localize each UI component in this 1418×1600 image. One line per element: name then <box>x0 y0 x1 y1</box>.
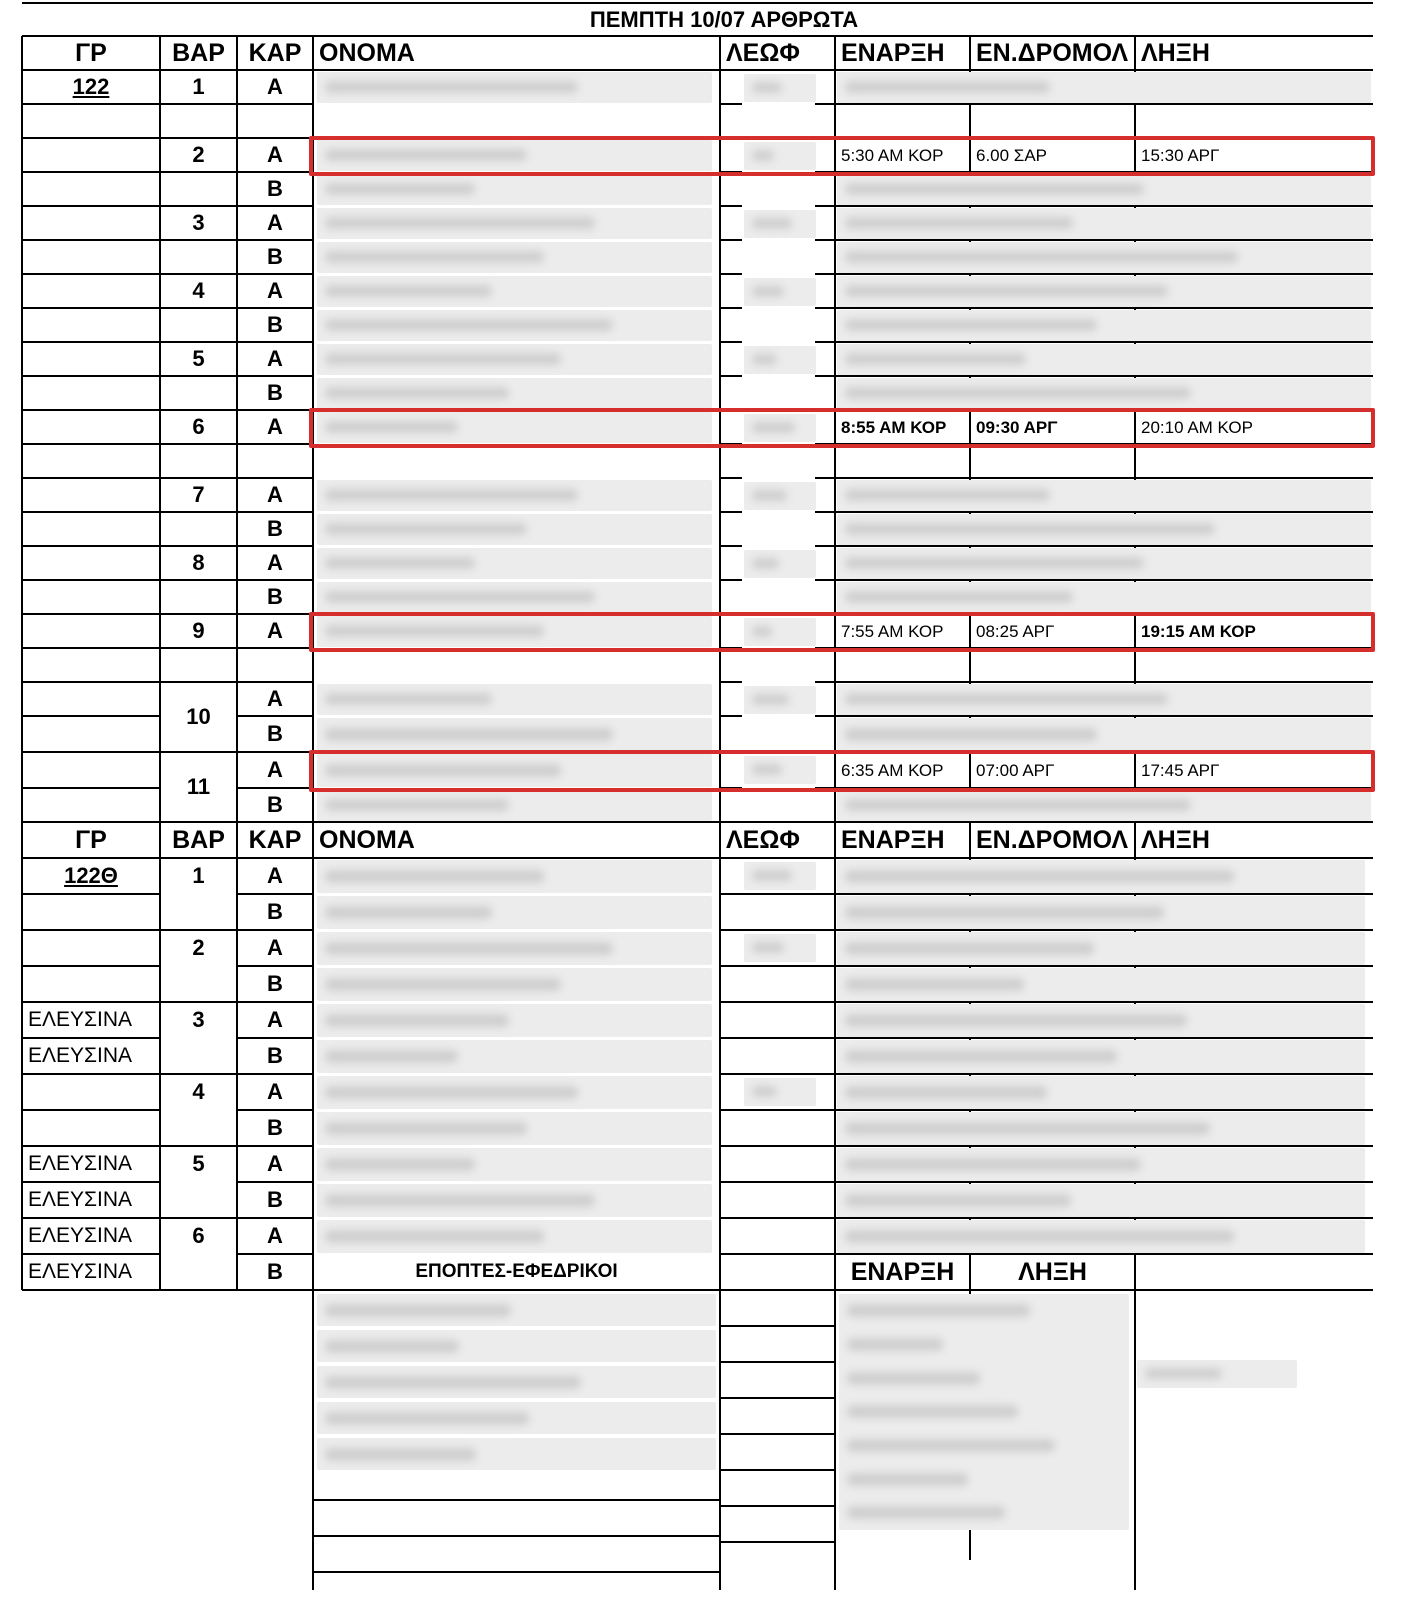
redacted-block <box>744 278 816 306</box>
grid-line <box>313 1571 720 1573</box>
header-onoma: ΟΝΟΜΑ <box>319 826 415 854</box>
redacted-block <box>837 1112 1365 1145</box>
grid-line <box>720 511 742 513</box>
en-dromol-time: 08:25 ΑΡΓ <box>976 622 1055 641</box>
kar-letter: Α <box>267 346 283 371</box>
redacted-block <box>837 242 1371 273</box>
redacted-block <box>837 1184 1365 1217</box>
row-line <box>835 1217 1373 1219</box>
redacted-block <box>837 1148 1365 1181</box>
grid-line <box>160 1289 237 1291</box>
kar-letter: Α <box>267 74 283 99</box>
grid-line <box>815 103 835 105</box>
kar-letter: Α <box>267 1151 283 1176</box>
grid-line <box>720 1325 835 1327</box>
var-number: 11 <box>186 774 211 799</box>
redacted-block <box>837 1004 1365 1037</box>
redacted-block <box>837 1040 1365 1073</box>
kar-letter: Α <box>267 757 283 782</box>
grid-line <box>720 1541 835 1543</box>
redacted-block <box>837 72 1371 103</box>
redacted-block <box>837 548 1371 579</box>
grid-line <box>720 1109 835 1111</box>
supervisors-lixi: ΛΗΞΗ <box>1018 1258 1087 1286</box>
redacted-block <box>317 790 712 821</box>
kar-letter: Β <box>267 1043 283 1068</box>
var-number: 6 <box>192 414 205 439</box>
row-line <box>835 307 1373 309</box>
grid-line <box>22 273 160 275</box>
group-code-122: 122 <box>72 74 110 99</box>
redacted-block <box>744 1078 816 1106</box>
redacted-block <box>317 1112 712 1145</box>
row-line <box>835 893 1373 895</box>
var-number: 9 <box>192 618 205 643</box>
header-gr: ΓΡ <box>75 826 107 854</box>
kar-letter: Β <box>267 516 283 541</box>
lixi-time: 17:45 ΑΡΓ <box>1141 761 1220 780</box>
row-line <box>835 341 1373 343</box>
grid-line <box>22 965 160 967</box>
row-line <box>835 239 1373 241</box>
location-label: ΕΛΕΥΣΙΝΑ <box>28 1044 133 1067</box>
redacted-block <box>317 1148 712 1181</box>
kar-letter: Α <box>267 686 283 711</box>
kar-letter: Α <box>267 414 283 439</box>
grid-line <box>720 1181 835 1183</box>
en-dromol-time: 09:30 ΑΡΓ <box>976 418 1058 437</box>
row-line <box>835 511 1373 513</box>
kar-letter: Α <box>267 618 283 643</box>
redacted-block <box>837 582 1371 613</box>
grid-line <box>21 70 23 822</box>
redacted-block <box>317 1004 712 1037</box>
grid-line <box>720 239 742 241</box>
grid-line <box>22 307 160 309</box>
var-number: 4 <box>192 1079 205 1104</box>
grid-line <box>720 1145 835 1147</box>
redacted-block <box>317 1076 712 1109</box>
redacted-block <box>837 344 1371 375</box>
grid-line <box>22 239 160 241</box>
redacted-block <box>317 1330 716 1362</box>
kar-letter: Β <box>267 584 283 609</box>
grid-line <box>22 171 160 173</box>
grid-line <box>720 965 835 967</box>
grid-line <box>1134 1290 1136 1590</box>
var-number: 5 <box>192 346 205 371</box>
kar-letter: Α <box>267 142 283 167</box>
kar-letter: Β <box>267 176 283 201</box>
redacted-block <box>837 208 1371 239</box>
redacted-block <box>317 1184 712 1217</box>
kar-letter: Β <box>267 971 283 996</box>
grid-line <box>815 375 835 377</box>
grid-line <box>22 545 160 547</box>
grid-line <box>22 511 160 513</box>
redacted-block <box>317 514 712 545</box>
enarxi-time: 7:55 AM ΚΟΡ <box>841 622 944 641</box>
redacted-block <box>837 1076 1365 1109</box>
redacted-block <box>317 276 712 307</box>
grid-line <box>720 1433 835 1435</box>
highlight-box <box>309 408 1375 448</box>
grid-line <box>22 205 160 207</box>
grid-line <box>720 893 835 895</box>
var-number: 1 <box>192 74 205 99</box>
row-line <box>835 205 1373 207</box>
kar-letter: Β <box>267 1187 283 1212</box>
grid-line <box>22 715 160 717</box>
grid-line <box>815 681 835 683</box>
header-lixi: ΛΗΞΗ <box>1141 39 1210 67</box>
redacted-block <box>837 480 1371 511</box>
kar-letter: Α <box>267 935 283 960</box>
row-line <box>835 579 1373 581</box>
var-number: 3 <box>192 210 205 235</box>
grid-line <box>22 341 160 343</box>
redacted-block <box>744 934 816 962</box>
redacted-block <box>837 718 1371 751</box>
row-line <box>835 103 1373 105</box>
row-line <box>835 1145 1373 1147</box>
redacted-block <box>744 862 816 890</box>
enarxi-time: 5:30 AM ΚΟΡ <box>841 146 944 165</box>
var-number: 5 <box>192 1151 205 1176</box>
grid-line <box>815 477 835 479</box>
kar-letter: Α <box>267 1007 283 1032</box>
header-en-dromol: ΕΝ.ΔΡΟΜΟΛ <box>976 826 1129 854</box>
group-code-122th: 122Θ <box>64 863 118 888</box>
grid-line <box>22 137 160 139</box>
row-line <box>835 1037 1373 1039</box>
redacted-block <box>317 1438 716 1470</box>
kar-letter: Β <box>267 721 283 746</box>
kar-letter: Α <box>267 1079 283 1104</box>
kar-letter: Β <box>267 380 283 405</box>
redacted-block <box>837 968 1365 1001</box>
redacted-block <box>317 174 712 205</box>
redacted-block <box>317 378 712 409</box>
row-line <box>835 1109 1373 1111</box>
sheet-title: ΠΕΜΠΤΗ 10/07 ΑΡΘΡΩΤΑ <box>589 7 859 32</box>
var-number: 10 <box>186 704 211 729</box>
grid-line <box>834 1290 836 1590</box>
redacted-block <box>317 1220 712 1253</box>
lixi-time: 20:10 AM ΚΟΡ <box>1141 418 1253 437</box>
row-line <box>835 965 1373 967</box>
grid-line <box>22 1109 160 1111</box>
var-number: 1 <box>192 863 205 888</box>
en-dromol-time: 6.00 ΣΑΡ <box>976 146 1047 165</box>
kar-letter: Β <box>267 244 283 269</box>
grid-line <box>22 929 160 931</box>
grid-line <box>815 307 835 309</box>
grid-line <box>720 375 742 377</box>
location-label: ΕΛΕΥΣΙΝΑ <box>28 1188 133 1211</box>
supervisors-enarxi: ΕΝΑΡΞΗ <box>850 1258 955 1286</box>
grid-line <box>22 443 160 445</box>
redacted-block <box>837 790 1371 821</box>
redacted-block <box>317 1402 716 1434</box>
kar-letter: Α <box>267 210 283 235</box>
grid-line <box>720 1001 835 1003</box>
redacted-block <box>837 310 1371 341</box>
grid-line <box>22 787 160 789</box>
redacted-block <box>744 482 816 510</box>
grid-line <box>720 1361 835 1363</box>
redacted-block <box>744 686 816 714</box>
highlight-box <box>309 136 1375 176</box>
location-label: ΕΛΕΥΣΙΝΑ <box>28 1260 133 1283</box>
grid-line <box>22 681 160 683</box>
grid-line <box>720 579 742 581</box>
redacted-block <box>837 896 1365 929</box>
grid-line <box>720 1253 835 1255</box>
redacted-block <box>837 860 1365 893</box>
grid-line <box>22 477 160 479</box>
grid-line <box>313 1535 720 1537</box>
grid-line <box>720 545 742 547</box>
kar-letter: Α <box>267 863 283 888</box>
redacted-block <box>317 582 712 613</box>
grid-line <box>720 1217 835 1219</box>
var-number: 4 <box>192 278 205 303</box>
kar-letter: Α <box>267 1223 283 1248</box>
grid-line <box>815 579 835 581</box>
supervisors-title: ΕΠΟΠΤΕΣ-ΕΦΕΔΡΙΚΟΙ <box>415 1261 618 1282</box>
redacted-block <box>317 548 712 579</box>
row-line <box>835 477 1373 479</box>
kar-letter: Β <box>267 312 283 337</box>
highlight-box <box>309 750 1375 792</box>
redacted-block <box>837 378 1371 409</box>
row-line <box>835 273 1373 275</box>
kar-letter: Α <box>267 482 283 507</box>
grid-line <box>719 1290 721 1590</box>
var-number: 2 <box>192 935 205 960</box>
redacted-block <box>837 684 1371 715</box>
redacted-block <box>317 208 712 239</box>
grid-line <box>815 715 835 717</box>
kar-letter: Α <box>267 550 283 575</box>
header-kar: ΚΑΡ <box>248 826 302 854</box>
redacted-block <box>317 242 712 273</box>
grid-line <box>22 647 160 649</box>
header-lixi: ΛΗΞΗ <box>1141 826 1210 854</box>
header-var: ΒΑΡ <box>172 39 225 67</box>
row-line <box>835 545 1373 547</box>
redacted-block <box>317 480 712 511</box>
redacted-block <box>317 344 712 375</box>
grid-line <box>720 341 742 343</box>
redacted-block <box>1137 1360 1297 1388</box>
var-number: 7 <box>192 482 205 507</box>
redacted-block <box>837 1220 1365 1253</box>
redacted-block <box>317 72 712 103</box>
kar-letter: Β <box>267 792 283 817</box>
header-enarxi: ΕΝΑΡΞΗ <box>841 826 945 854</box>
kar-letter: Β <box>267 1115 283 1140</box>
redacted-block <box>744 550 816 578</box>
header-kar: ΚΑΡ <box>248 39 302 67</box>
grid-line <box>815 205 835 207</box>
grid-line <box>815 511 835 513</box>
lixi-time: 15:30 ΑΡΓ <box>1141 146 1220 165</box>
grid-line <box>720 307 742 309</box>
kar-letter: Β <box>267 1259 283 1284</box>
enarxi-time: 6:35 AM ΚΟΡ <box>841 761 944 780</box>
redacted-block <box>744 210 816 238</box>
location-label: ΕΛΕΥΣΙΝΑ <box>28 1008 133 1031</box>
row-line <box>835 929 1373 931</box>
redacted-block <box>317 1294 716 1326</box>
redacted-block <box>837 276 1371 307</box>
grid-line <box>720 1397 835 1399</box>
header-var: ΒΑΡ <box>172 826 225 854</box>
header-enarxi: ΕΝΑΡΞΗ <box>841 39 945 67</box>
var-number: 2 <box>192 142 205 167</box>
redacted-block <box>837 174 1371 205</box>
header-leof: ΛΕΩΦ <box>726 39 800 67</box>
grid-line <box>720 1037 835 1039</box>
highlight-box <box>309 612 1375 652</box>
kar-letter: Β <box>267 899 283 924</box>
row-line <box>835 375 1373 377</box>
header-onoma: ΟΝΟΜΑ <box>319 39 415 67</box>
redacted-block <box>839 1294 1129 1530</box>
row-line <box>835 681 1373 683</box>
grid-line <box>22 409 160 411</box>
redacted-block <box>744 74 816 102</box>
grid-line <box>720 477 742 479</box>
grid-line <box>720 1505 835 1507</box>
redacted-block <box>317 860 712 893</box>
grid-line <box>22 579 160 581</box>
grid-line <box>815 239 835 241</box>
redacted-block <box>837 514 1371 545</box>
header-gr: ΓΡ <box>75 39 107 67</box>
grid-line <box>22 613 160 615</box>
grid-line <box>720 103 742 105</box>
lixi-time: 19:15 AM ΚΟΡ <box>1141 622 1256 641</box>
grid-line <box>720 929 835 931</box>
en-dromol-time: 07:00 ΑΡΓ <box>976 761 1055 780</box>
redacted-block <box>317 718 712 751</box>
redacted-block <box>317 968 712 1001</box>
row-line <box>835 1181 1373 1183</box>
grid-line <box>312 1290 314 1590</box>
header-leof: ΛΕΩΦ <box>726 826 800 854</box>
grid-line <box>720 715 742 717</box>
grid-line <box>720 1073 835 1075</box>
row-line <box>835 1001 1373 1003</box>
grid-line <box>720 1469 835 1471</box>
redacted-block <box>317 1366 716 1398</box>
kar-letter: Α <box>267 278 283 303</box>
row-line <box>835 715 1373 717</box>
redacted-block <box>317 684 712 715</box>
grid-line <box>22 751 160 753</box>
redacted-block <box>744 346 816 374</box>
grid-line <box>815 341 835 343</box>
location-label: ΕΛΕΥΣΙΝΑ <box>28 1224 133 1247</box>
var-number: 6 <box>192 1223 205 1248</box>
grid-line <box>815 545 835 547</box>
row-line <box>835 1073 1373 1075</box>
header-en-dromol: ΕΝ.ΔΡΟΜΟΛ <box>976 39 1129 67</box>
grid-line <box>313 1499 720 1501</box>
var-number: 8 <box>192 550 205 575</box>
grid-line <box>22 375 160 377</box>
location-label: ΕΛΕΥΣΙΝΑ <box>28 1152 133 1175</box>
redacted-block <box>317 310 712 341</box>
redacted-block <box>317 896 712 929</box>
redacted-block <box>837 932 1365 965</box>
enarxi-time: 8:55 AM ΚΟΡ <box>841 418 947 437</box>
grid-line <box>720 273 742 275</box>
redacted-block <box>317 932 712 965</box>
var-number: 3 <box>192 1007 205 1032</box>
redacted-block <box>317 1040 712 1073</box>
grid-line <box>720 205 742 207</box>
grid-line <box>815 273 835 275</box>
grid-line <box>720 681 742 683</box>
